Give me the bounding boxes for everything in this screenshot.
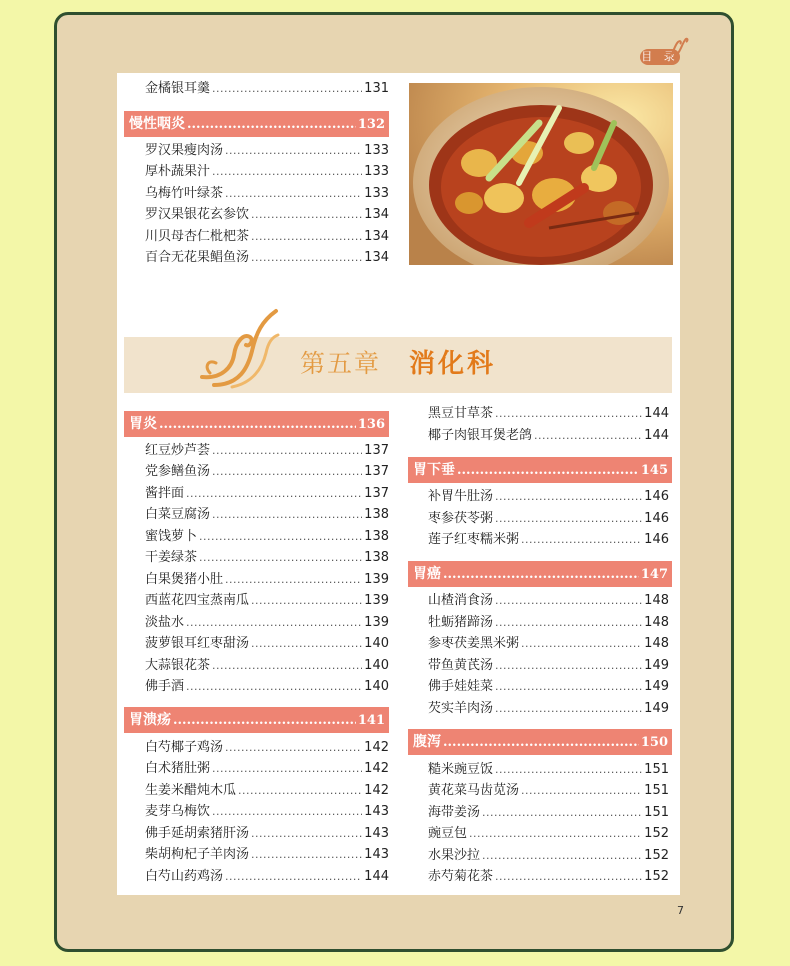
entry-title: 乌梅竹叶绿茶 (145, 186, 224, 201)
toc-entry[interactable] (428, 867, 669, 887)
entry-title: 豌豆包 (428, 826, 468, 841)
leader-dots (212, 802, 362, 822)
entry-page: 140 (364, 679, 389, 694)
leader-dots (199, 527, 362, 547)
toc-entry[interactable] (145, 462, 389, 482)
entry-page: 144 (364, 869, 389, 884)
entry-title: 干姜绿茶 (145, 550, 198, 565)
leader-dots (186, 613, 362, 633)
toc-entry[interactable] (428, 509, 669, 529)
entry-title: 厚朴蔬果汁 (145, 164, 211, 179)
toc-entry[interactable] (145, 227, 389, 247)
entry-page: 134 (364, 229, 389, 244)
leader-dots (495, 656, 642, 676)
chapter-number: 第五章 (300, 349, 382, 378)
toc-entry[interactable] (428, 591, 669, 611)
leader-dots (251, 824, 362, 844)
leader-dots (495, 677, 642, 697)
section-page: 132 (357, 117, 385, 132)
leader-dots (186, 484, 362, 504)
section-title: 胃下垂 (413, 462, 455, 478)
leader-dots (495, 699, 642, 719)
toc-entry[interactable] (145, 184, 389, 204)
header-swirl-icon (664, 34, 690, 60)
toc-entry[interactable] (428, 613, 669, 633)
entry-title: 百合无花果鲳鱼汤 (145, 250, 250, 265)
section-title: 胃癌 (413, 566, 441, 582)
leader-dots (495, 591, 642, 611)
entry-page: 134 (364, 207, 389, 222)
entry-title: 海带姜汤 (428, 805, 481, 820)
entry-page: 148 (644, 636, 669, 651)
entry-page: 137 (364, 443, 389, 458)
chapter-swirl-icon (192, 307, 282, 389)
section-title: 腹泻 (413, 734, 441, 750)
toc-entry[interactable] (428, 656, 669, 676)
leader-dots (186, 677, 362, 697)
entry-page: 152 (644, 848, 669, 863)
leader-dots (495, 404, 642, 424)
section-title: 胃溃疡 (129, 712, 171, 728)
toc-entry[interactable] (428, 634, 669, 654)
toc-entry[interactable] (428, 404, 669, 424)
entry-page: 149 (644, 658, 669, 673)
section-header[interactable] (408, 457, 672, 483)
toc-entry[interactable] (145, 570, 389, 590)
leader-dots (495, 487, 642, 507)
entry-title: 黄花菜马齿苋汤 (428, 783, 520, 798)
entry-title: 莲子红枣糯米粥 (428, 532, 520, 547)
toc-entry[interactable] (428, 426, 669, 446)
entry-page: 146 (644, 511, 669, 526)
entry-page: 143 (364, 804, 389, 819)
toc-entry[interactable] (145, 548, 389, 568)
toc-entry[interactable] (428, 803, 669, 823)
leader-dots (457, 458, 639, 484)
leader-dots (212, 759, 362, 779)
leader-dots (495, 509, 642, 529)
leader-dots (495, 760, 642, 780)
entry-page: 131 (364, 81, 389, 96)
entry-page: 152 (644, 826, 669, 841)
leader-dots (212, 79, 362, 99)
entry-title: 带鱼黄芪汤 (428, 658, 494, 673)
entry-page: 137 (364, 486, 389, 501)
toc-entry[interactable] (145, 634, 389, 654)
entry-title: 黑豆甘草茶 (428, 406, 494, 421)
entry-title: 水果沙拉 (428, 848, 481, 863)
leader-dots (251, 845, 362, 865)
entry-page: 149 (644, 679, 669, 694)
entry-page: 143 (364, 826, 389, 841)
entry-page: 151 (644, 805, 669, 820)
entry-page: 140 (364, 636, 389, 651)
leader-dots (212, 505, 362, 525)
toc-entry[interactable] (145, 867, 389, 887)
entry-title: 大蒜银花茶 (145, 658, 211, 673)
leader-dots (482, 803, 642, 823)
leader-dots (187, 112, 356, 138)
leader-dots (225, 141, 362, 161)
entry-page: 133 (364, 164, 389, 179)
toc-entry[interactable] (428, 487, 669, 507)
entry-title: 酱拌面 (145, 486, 185, 501)
entry-title: 川贝母杏仁枇杷茶 (145, 229, 250, 244)
toc-entry[interactable] (145, 802, 389, 822)
section-page: 145 (640, 463, 668, 478)
leader-dots (159, 412, 356, 438)
entry-page: 144 (644, 406, 669, 421)
toc-entry[interactable] (145, 759, 389, 779)
toc-entry[interactable] (145, 845, 389, 865)
entry-page: 146 (644, 489, 669, 504)
entry-page: 139 (364, 593, 389, 608)
food-photo (409, 83, 673, 265)
leader-dots (212, 462, 362, 482)
entry-title: 赤芍菊花茶 (428, 869, 494, 884)
leader-dots (173, 708, 356, 734)
entry-page: 142 (364, 761, 389, 776)
chapter-banner (124, 337, 672, 393)
entry-title: 佛手酒 (145, 679, 185, 694)
leader-dots (521, 634, 642, 654)
entry-page: 148 (644, 615, 669, 630)
leader-dots (212, 162, 362, 182)
entry-page: 144 (644, 428, 669, 443)
toc-entry[interactable] (145, 441, 389, 461)
page-number: 7 (677, 904, 684, 917)
toc-entry[interactable] (145, 527, 389, 547)
leader-dots (443, 562, 639, 588)
entry-title: 枣参茯苓粥 (428, 511, 494, 526)
entry-title: 糙米豌豆饭 (428, 762, 494, 777)
entry-title: 西蓝花四宝蒸南瓜 (145, 593, 250, 608)
toc-entry[interactable] (428, 846, 669, 866)
toc-entry[interactable] (145, 613, 389, 633)
section-title: 慢性咽炎 (129, 116, 185, 132)
entry-title: 山楂消食汤 (428, 593, 494, 608)
toc-entry[interactable] (428, 677, 669, 697)
entry-page: 133 (364, 186, 389, 201)
toc-entry[interactable] (145, 677, 389, 697)
section-header[interactable] (124, 411, 389, 437)
entry-page: 139 (364, 572, 389, 587)
toc-entry[interactable] (145, 141, 389, 161)
entry-title: 牡蛎猪蹄汤 (428, 615, 494, 630)
entry-title: 淡盐水 (145, 615, 185, 630)
toc-entry[interactable] (145, 162, 389, 182)
leader-dots (495, 867, 642, 887)
leader-dots (534, 426, 642, 446)
entry-title: 白术猪肚粥 (145, 761, 211, 776)
entry-page: 151 (644, 762, 669, 777)
section-page: 141 (357, 713, 385, 728)
entry-page: 138 (364, 550, 389, 565)
toc-entry[interactable] (428, 781, 669, 801)
entry-title: 菠萝银耳红枣甜汤 (145, 636, 250, 651)
entry-title: 白菜豆腐汤 (145, 507, 211, 522)
entry-page: 146 (644, 532, 669, 547)
toc-entry[interactable] (145, 591, 389, 611)
entry-page: 133 (364, 143, 389, 158)
leader-dots (225, 184, 362, 204)
leader-dots (251, 634, 362, 654)
section-header[interactable] (124, 111, 389, 137)
entry-title: 生姜米醋炖木瓜 (145, 783, 237, 798)
leader-dots (495, 613, 642, 633)
toc-entry[interactable] (145, 505, 389, 525)
entry-title: 参枣茯姜黑米粥 (428, 636, 520, 651)
leader-dots (212, 441, 362, 461)
section-header[interactable] (408, 729, 672, 755)
entry-title: 蜜饯萝卜 (145, 529, 198, 544)
entry-title: 白芍椰子鸡汤 (145, 740, 224, 755)
leader-dots (212, 656, 362, 676)
leader-dots (225, 738, 362, 758)
toc-entry[interactable] (428, 824, 669, 844)
entry-page: 138 (364, 507, 389, 522)
entry-title: 佛手延胡索猪肝汤 (145, 826, 250, 841)
leader-dots (225, 867, 362, 887)
entry-title: 补胃牛肚汤 (428, 489, 494, 504)
chapter-title: 消化科 (409, 349, 497, 379)
toc-entry[interactable] (145, 79, 389, 99)
entry-page: 137 (364, 464, 389, 479)
toc-entry[interactable] (145, 781, 389, 801)
entry-page: 140 (364, 658, 389, 673)
leader-dots (251, 591, 362, 611)
entry-title: 罗汉果银花玄参饮 (145, 207, 250, 222)
entry-title: 红豆炒芦荟 (145, 443, 211, 458)
entry-title: 罗汉果瘦肉汤 (145, 143, 224, 158)
header-contents-label: 目 录 (641, 50, 679, 63)
entry-title: 白果煲猪小肚 (145, 572, 224, 587)
entry-page: 139 (364, 615, 389, 630)
toc-entry[interactable] (145, 656, 389, 676)
toc-entry[interactable] (428, 760, 669, 780)
leader-dots (251, 248, 362, 268)
entry-title: 麦芽乌梅饮 (145, 804, 211, 819)
leader-dots (251, 205, 362, 225)
entry-title: 芡实羊肉汤 (428, 701, 494, 716)
toc-entry[interactable] (145, 205, 389, 225)
leader-dots (443, 730, 639, 756)
section-page: 136 (357, 417, 385, 432)
entry-page: 138 (364, 529, 389, 544)
section-title: 胃炎 (129, 416, 157, 432)
section-header[interactable] (408, 561, 672, 587)
toc-entry[interactable] (428, 530, 669, 550)
entry-title: 佛手娃娃菜 (428, 679, 494, 694)
toc-entry[interactable] (145, 484, 389, 504)
entry-title: 金橘银耳羹 (145, 81, 211, 96)
leader-dots (238, 781, 362, 801)
leader-dots (521, 530, 642, 550)
section-page: 147 (640, 567, 668, 582)
toc-entry[interactable] (145, 248, 389, 268)
entry-title: 党参鳝鱼汤 (145, 464, 211, 479)
section-page: 150 (640, 735, 668, 750)
toc-entry[interactable] (145, 824, 389, 844)
entry-title: 柴胡枸杞子羊肉汤 (145, 847, 250, 862)
entry-page: 152 (644, 869, 669, 884)
leader-dots (482, 846, 642, 866)
entry-page: 149 (644, 701, 669, 716)
leader-dots (251, 227, 362, 247)
entry-page: 134 (364, 250, 389, 265)
leader-dots (521, 781, 642, 801)
leader-dots (469, 824, 642, 844)
leader-dots (225, 570, 362, 590)
entry-page: 151 (644, 783, 669, 798)
toc-entry[interactable] (145, 738, 389, 758)
entry-page: 148 (644, 593, 669, 608)
contents-panel (117, 73, 680, 895)
leader-dots (199, 548, 362, 568)
entry-page: 143 (364, 847, 389, 862)
entry-title: 椰子肉银耳煲老鸽 (428, 428, 533, 443)
entry-title: 白芍山药鸡汤 (145, 869, 224, 884)
section-header[interactable] (124, 707, 389, 733)
entry-page: 142 (364, 783, 389, 798)
toc-entry[interactable] (428, 699, 669, 719)
entry-page: 142 (364, 740, 389, 755)
